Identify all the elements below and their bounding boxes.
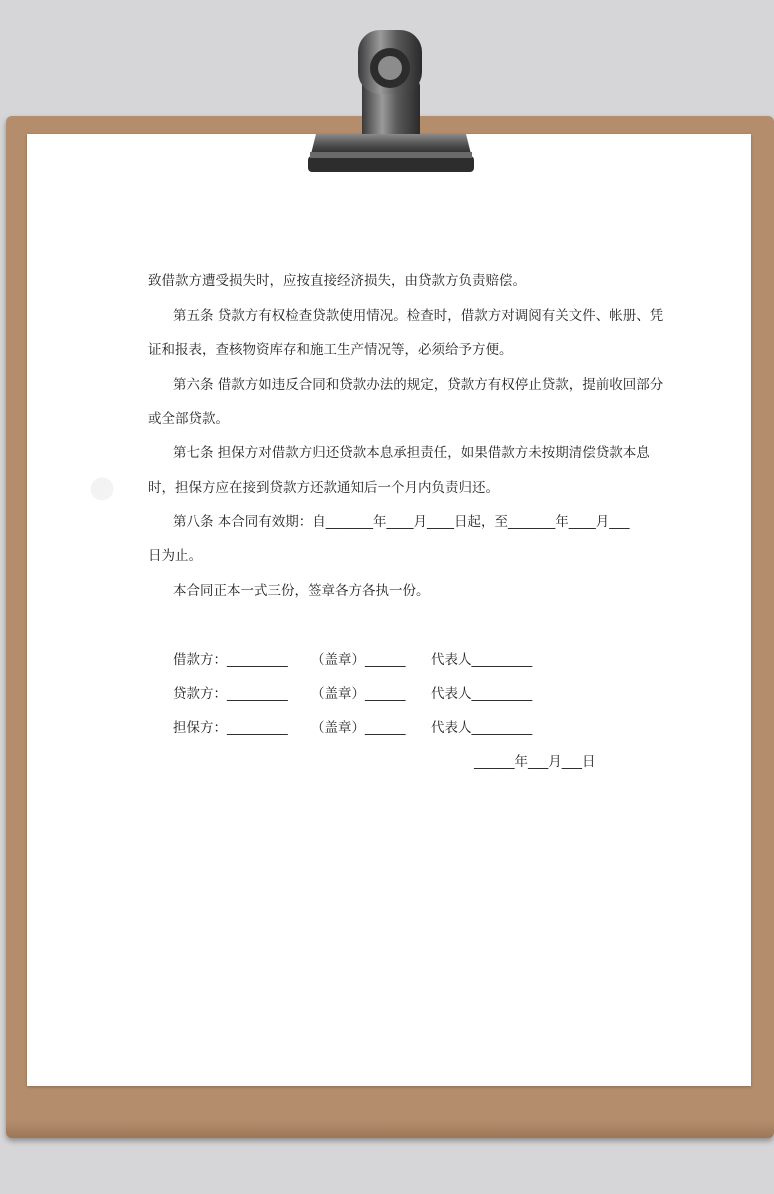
paragraph-line: 证和报表，查核物资库存和施工生产情况等，必须给予方便。 <box>148 342 513 358</box>
paragraph-line: 第六条 借款方如违反合同和贷款办法的规定，贷款方有权停止贷款，提前收回部分 <box>173 377 664 393</box>
paragraph-line: 或全部贷款。 <box>148 411 229 427</box>
party-field: 借款方：_________ <box>173 652 288 668</box>
signing-date-line: ______年___月___日 <box>474 754 596 770</box>
representative-field: 代表人_________ <box>431 686 533 702</box>
paragraph-line: 第八条 本合同有效期：自_______年____月____日起，至_______年____月___ <box>173 514 630 530</box>
paragraph-line: 致借款方遭受损失时，应按直接经济损失，由贷款方负责赔偿。 <box>148 273 526 289</box>
paragraph-line: 本合同正本一式三份，签章各方各执一份。 <box>173 583 430 599</box>
signature-row-guarantor <box>173 719 593 737</box>
paragraph-line: 第五条 贷款方有权检查贷款使用情况。检查时，借款方对调阅有关文件、帐册、凭 <box>173 308 664 324</box>
paragraph-line: 时，担保方应在接到贷款方还款通知后一个月内负责归还。 <box>148 480 499 496</box>
representative-field: 代表人_________ <box>431 652 533 668</box>
party-field: 担保方：_________ <box>173 720 288 736</box>
signature-row-borrower <box>173 651 593 669</box>
paragraph-line: 日为止。 <box>148 548 202 564</box>
seal-field: （盖章）______ <box>311 686 406 702</box>
paragraph-line: 第七条 担保方对借款方归还贷款本息承担责任，如果借款方未按期清偿贷款本息 <box>173 445 650 461</box>
representative-field: 代表人_________ <box>431 720 533 736</box>
seal-field: （盖章）______ <box>311 720 406 736</box>
seal-field: （盖章）______ <box>311 652 406 668</box>
party-field: 贷款方：_________ <box>173 686 288 702</box>
signature-row-lender <box>173 685 593 703</box>
